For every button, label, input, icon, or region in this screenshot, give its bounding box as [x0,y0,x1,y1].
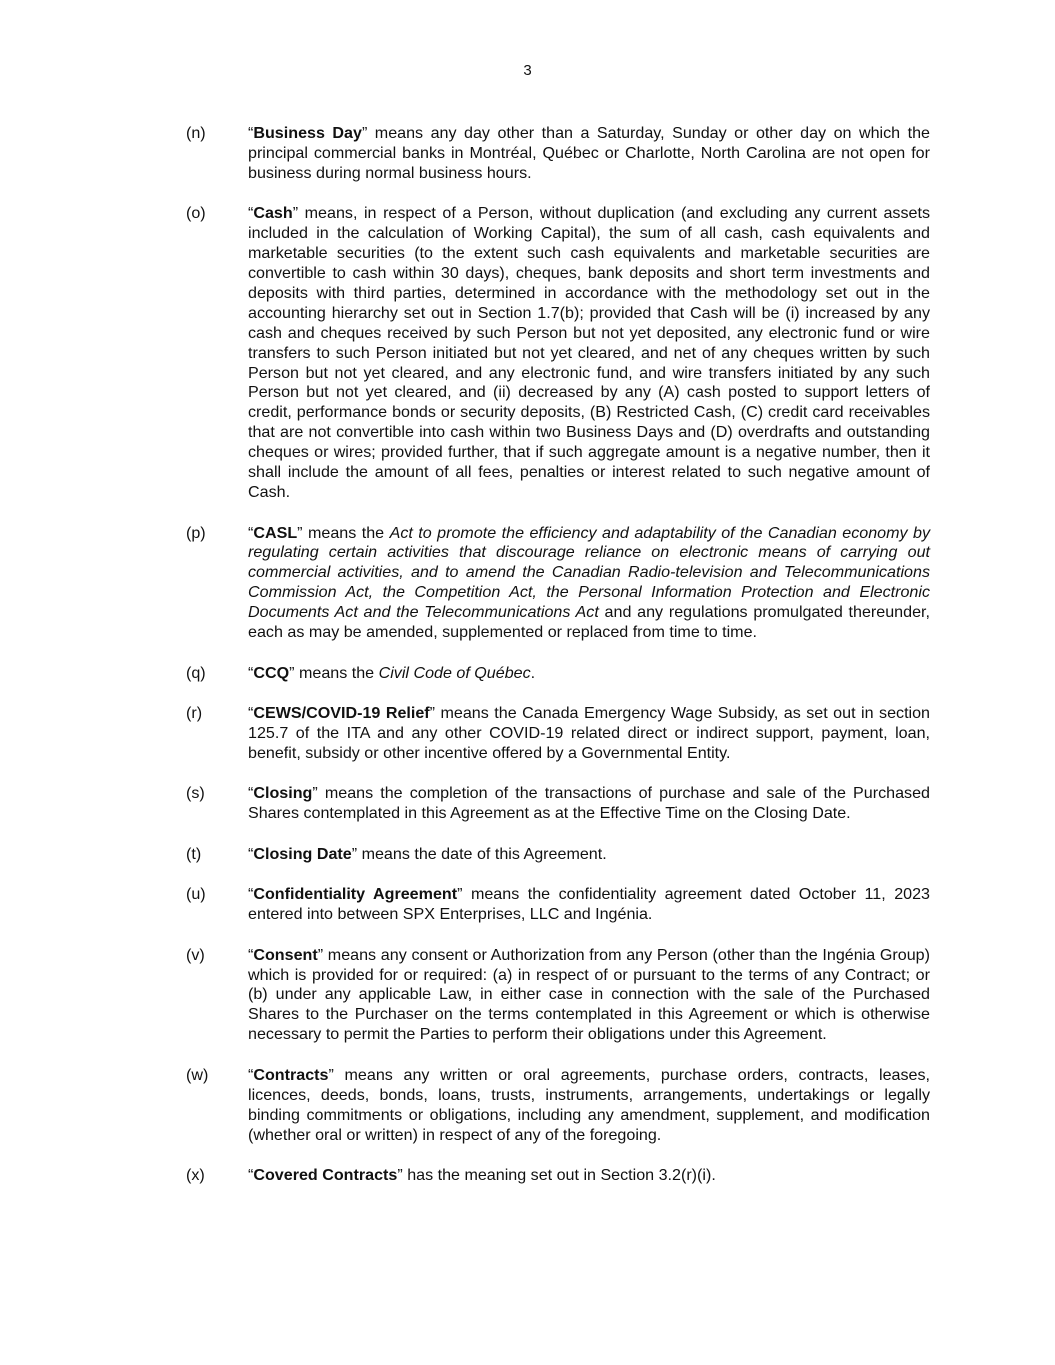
definition-term: Cash [253,204,293,223]
page-number: 3 [523,62,532,79]
definition-text: means any consent or Authorization from any Person (other than the Ingénia Group) which is provided for or required: (a) in respect of or pursuant to the terms of any Contract; or (b) under any applicable Law, in either case in connection with the sale of the Purchased Shares to the Purchaser on the terms contemplated in this Agreement or which is otherwise necessary to permit the Parties to perform their obligations under this Agreement. [248,945,930,1044]
definition-label: (t) [186,844,202,863]
definition-term: Closing [253,784,313,803]
definition-text: means the [302,523,390,542]
definition-body: “Confidentiality Agreement” means the confidentiality agreement dated October 11, 2023 entered into between SPX Enterprises, LLC and Ingénia. [248,885,931,924]
definition-closing [186,784,930,824]
definition-confidentiality-agreement [186,885,930,925]
definition-label: (v) [186,945,205,964]
definition-label: (s) [186,784,205,803]
definition-term: Contracts [253,1065,329,1084]
definition-body: “Contracts” means any written or oral agreements, purchase orders, contracts, leases, licences, deeds, bonds, loans, trusts, instruments, arrangements, undertakings or legally binding commitments or obligations, including any amendment, supplement, and modification (whether oral or written) in respect of any of the foregoing. [248,1065,930,1144]
definition-term: Business Day [253,124,362,142]
definition-text: means, in respect of a Person, without duplication (and excluding any current assets included in the calculation of Working Capital), the sum of all cash, cash equivalents and marketable securities (to the extent such cash equivalents and marketable securities are convertible to cash within 30 days), cheques, bank deposits and short term investments and deposits with third parties, determined in accordance with the methodology set out in the accounting hierarchy set out in Section 1.7(b); provided that Cash will be (i) increased by any cash and cheques received by such Person but not yet deposited, any electronic fund or wire transfers to such Person initiated but not yet cleared, and net of any cheques written by such Person but not yet cleared, and any electronic fund, and wire transfers initiated by any such Person but not yet cleared, and (ii) decreased by any (A) cash posted to support letters of credit, performance bonds or security deposits, (B) Restricted Cash, (C) credit card receivables that are not convertible into cash within two Business Days and (D) overdrafts and outstanding cheques or wires; provided further, that if such aggregate amount is a negative number, then it shall include the amount of all fees, penalties or interest related to such negative amount of Cash. [248,204,930,501]
definition-label: (w) [186,1065,209,1084]
definition-term: CASL [253,523,298,542]
definition-label: (q) [186,663,206,682]
definition-body: “Closing Date” means the date of this Agreement. [248,844,607,863]
definition-label: (u) [186,885,206,904]
definition-term: Confidentiality Agreement [253,885,458,904]
definition-label: (x) [186,1166,205,1184]
definition-text: means any written or oral agreements, purchase orders, contracts, leases, licences, deeds, bonds, loans, trusts, instruments, arrangements, undertakings or legally binding commitments or obligations, including any amendment, supplement, and modification (whether oral or written) in respect of any of the foregoing. [248,1065,930,1144]
definition-covered-contracts [186,1166,930,1186]
definition-text: has the meaning set out in Section 3.2(r)(i). [402,1166,716,1184]
statute-title: Act to promote the efficiency and adaptability of the Canadian economy by regulating certain activities that discourage reliance on electronic means of carrying out commercial activities, and to amend the Canadian Radio-television and Telecommunications Commission Act, the Competition Act, the Personal Information Protection and Electronic Documents Act and the Telecommunications Act [248,523,931,622]
definition-term: Covered Contracts [253,1166,398,1184]
definitions-list [186,124,930,1207]
definition-label: (r) [186,704,203,723]
definition-term: CEWS/COVID-19 Relief [253,704,430,723]
definition-business-day [186,124,930,184]
definition-term: Consent [253,945,318,964]
definition-label: (n) [186,124,206,142]
definition-body: “Closing” means the completion of the transactions of purchase and sale of the Purchased Shares contemplated in this Agreement as at the Effective Time on the Closing Date. [248,784,930,823]
definition-text-after: and any regulations promulgated thereunder, each as may be amended, supplemented or replaced from time to time. [248,603,930,642]
definition-body: “CASL” means the Act to promote the efficiency and adaptability of the Canadian economy by regulating certain activities that discourage reliance on electronic means of carrying out commercial activities, and to amend the Canadian Radio-television and Telecommunications Commission Act, the Competition Act, the Personal Information Protection and Electronic Documents Act and the Telecommunications Act and any regulations promulgated thereunder, each as may be amended, supplemented or replaced from time to time. [248,523,931,642]
statute-title: Civil Code of Québec [378,663,531,682]
definition-text: means the Canada Emergency Wage Subsidy, as set out in section 125.7 of the ITA and any other COVID-19 related direct or indirect support, payment, loan, benefit, subsidy or other incentive offered by a Governmental Entity. [248,704,931,762]
definition-cash [186,204,930,503]
definition-label: (o) [186,204,206,223]
definition-consent [186,946,930,1046]
definition-body: “Covered Contracts” has the meaning set out in Section 3.2(r)(i). [248,1166,716,1184]
definition-body: “Consent” means any consent or Authorization from any Person (other than the Ingénia Group) which is provided for or required: (a) in respect of or pursuant to the terms of any Contract; or (b) under any applicable Law, in either case in connection with the sale of the Purchased Shares to the Purchaser on the terms contemplated in this Agreement or which is otherwise necessary to permit the Parties to perform their obligations under this Agreement. [248,945,930,1044]
definition-body: “CEWS/COVID-19 Relief” means the Canada Emergency Wage Subsidy, as set out in section 125.7 of the ITA and any other COVID-19 related direct or indirect support, payment, loan, benefit, subsidy or other incentive offered by a Governmental Entity. [248,704,931,762]
definition-text: means the confidentiality agreement dated October 11, 2023 entered into between SPX Enterprises, LLC and Ingénia. [248,885,931,924]
definition-text: means any day other than a Saturday, Sunday or other day on which the principal commercial banks in Montréal, Québec or Charlotte, North Carolina are not open for business during normal business hours. [248,124,930,182]
definition-text: means the completion of the transactions of purchase and sale of the Purchased Shares contemplated in this Agreement as at the Effective Time on the Closing Date. [248,784,930,823]
definition-ccq [186,664,930,684]
definition-text: means the [294,663,379,682]
definition-body: “CCQ” means the Civil Code of Québec. [248,663,536,682]
definition-contracts [186,1066,930,1146]
definition-label: (p) [186,523,206,542]
definition-text-after: . [530,663,536,682]
definition-term: Closing Date [253,844,352,863]
definition-text: means the date of this Agreement. [357,844,607,863]
definition-closing-date [186,845,930,865]
definition-casl [186,524,930,643]
definition-body: “Business Day” means any day other than a Saturday, Sunday or other day on which the principal commercial banks in Montréal, Québec or Charlotte, North Carolina are not open for business during normal business hours. [248,124,930,182]
definition-term: CCQ [253,663,290,682]
definition-body: “Cash” means, in respect of a Person, without duplication (and excluding any current assets included in the calculation of Working Capital), the sum of all cash, cash equivalents and marketable securities (to the extent such cash equivalents and marketable securities are convertible to cash within 30 days), cheques, bank deposits and short term investments and deposits with third parties, determined in accordance with the methodology set out in the accounting hierarchy set out in Section 1.7(b); provided that Cash will be (i) increased by any cash and cheques received by such Person but not yet deposited, any electronic fund or wire transfers to such Person initiated but not yet cleared, and net of any cheques written by such Person but not yet cleared, and any electronic fund, and wire transfers initiated by any such Person but not yet cleared, and (ii) decreased by any (A) cash posted to support letters of credit, performance bonds or security deposits, (B) Restricted Cash, (C) credit card receivables that are not convertible into cash within two Business Days and (D) overdrafts and outstanding cheques or wires; provided further, that if such aggregate amount is a negative number, then it shall include the amount of all fees, penalties or interest related to such negative amount of Cash. [248,204,930,501]
definition-cews-covid-19-relief [186,704,930,764]
